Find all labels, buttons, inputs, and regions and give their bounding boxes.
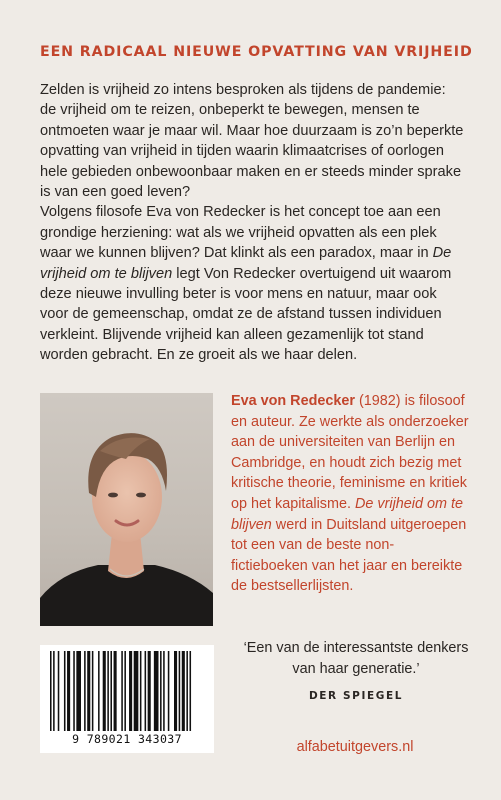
barcode-bar [190,651,192,731]
barcode-bar [73,651,75,731]
bio-text-part: werd in Duitsland uitgeroepen tot een van de beste non-fictieboeken van het jaar en bereikte de bestsellerlijsten. [231,516,467,595]
section-heading: EEN RADICAAL NIEUWE OPVATTING VAN VRIJHEID [40,44,473,60]
book-title: De vrijheid om te blijven [40,245,452,282]
barcode-bar [145,651,147,731]
barcode-bar [129,651,132,731]
barcode-bar [87,651,90,731]
blurb-text [40,80,465,366]
barcode-bar [134,651,139,731]
author-photo [40,393,213,626]
barcode-bar [50,651,52,731]
barcode-bar [174,651,177,731]
bio-text-part: (1982) is filosoof en auteur. Ze werkte als onderzoeker aan de universiteiten van Berlijn en Cambridge, en houdt zich bezig met kritische theorie, feminisme en kritiek op het kapitalisme. [231,393,469,512]
author-bio [231,391,471,597]
blurb-paragraph-2 [40,202,465,365]
quote-source: DER SPIEGEL [308,690,404,702]
blurb-paragraph-1: Zelden is vrijheid zo intens besproken als tijdens de pandemie: de vrijheid om te reizen, onbeperkt te bewegen, mensen te ontmoeten waar je maar wil. Maar hoe duurzaam is zo’n beperkte opvatting van vrijheid in tijden waarin klimaatcrises of oorlogen hele gebieden onbewoonbaar maken en er steeds minder sprake is van een goed leven? [40,82,464,201]
barcode-bars [50,651,204,731]
barcode-bar [67,651,70,731]
barcode-bar [182,651,185,731]
barcode-bar [64,651,66,731]
barcode-bar [140,651,142,731]
barcode-bar [163,651,165,731]
barcode-bar [168,651,170,731]
barcode-bar [179,651,181,731]
barcode-bar [114,651,117,731]
blurb-text-part: legt Von Redecker overtuigend uit waarom deze nieuwe invulling beter is voor mens en natuur, maar ook voor de gemeenschap, omdat ze de afstand tussen individuen verkleint. Blijvende vrijheid kan alleen gezamenlijk tot stand worden gebracht. En ze groeit als we haar delen. [40,265,452,364]
publisher-url[interactable]: alfabetuitgevers.nl [296,739,414,755]
barcode [40,645,214,753]
barcode-bar [110,651,112,731]
barcode-bar [148,651,151,731]
barcode-bar [124,651,126,731]
barcode-bar [76,651,81,731]
barcode-bar [58,651,60,731]
book-title: De vrijheid om te blijven [231,495,463,533]
author-portrait-illustration [40,393,213,626]
review-quote: ‘Een van de interessantste denkers van haar generatie.’ [243,640,469,677]
author-name: Eva von Redecker [231,393,355,409]
isbn-number: 9 789021 343037 [72,732,182,746]
barcode-bar [186,651,188,731]
barcode-bar [92,651,94,731]
barcode-bar [53,651,55,731]
barcode-bar [107,651,109,731]
barcode-bar [121,651,123,731]
barcode-bar [160,651,162,731]
barcode-bar [84,651,86,731]
barcode-bar [154,651,159,731]
blurb-text-part: Volgens filosofe Eva von Redecker is het concept toe aan een grondige herziening: wat als we vrijheid opvatten als een plek waar we kunnen blijven? Dat klinkt als een paradox, maar in [40,204,441,262]
barcode-bar [98,651,100,731]
barcode-bar [103,651,106,731]
